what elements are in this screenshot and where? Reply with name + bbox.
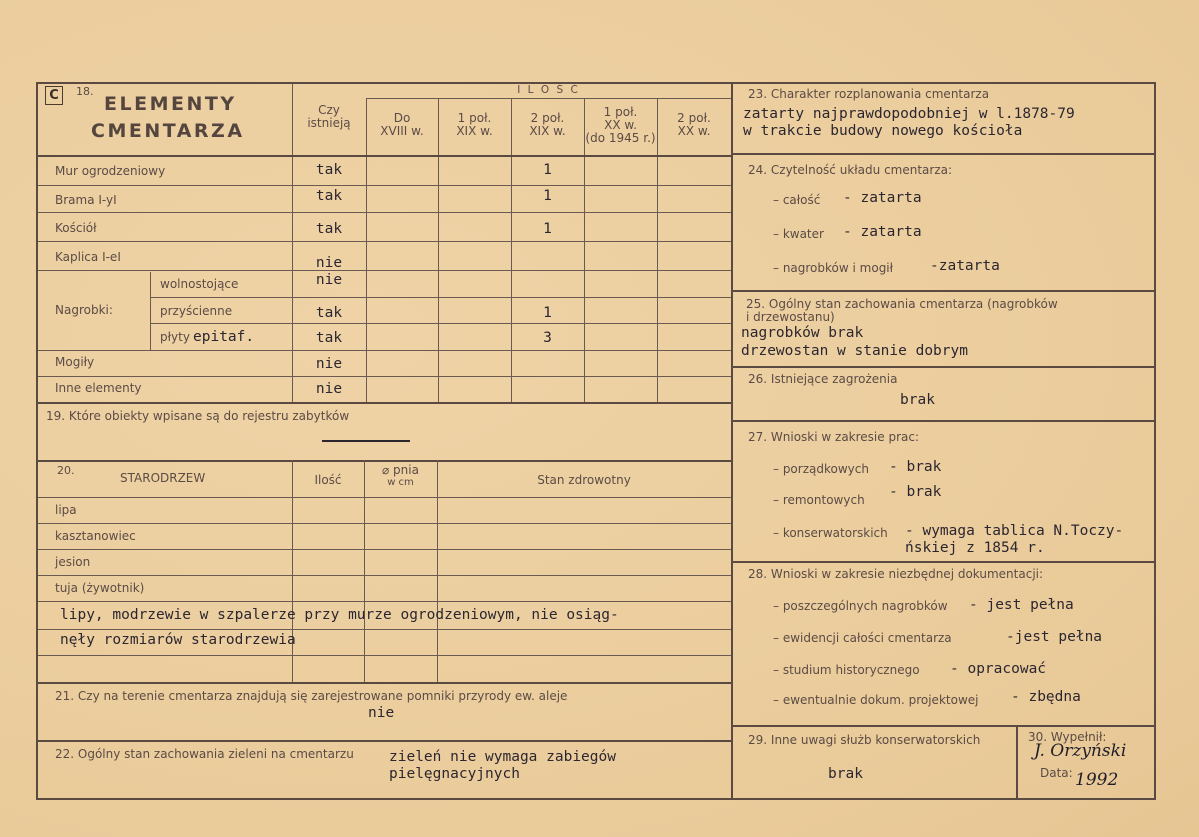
element-count: 1 [543,305,552,321]
s27-item-value: - brak [889,459,942,475]
s28-item-value: - zbędna [1011,689,1081,705]
s30-date-label: Data: [1040,766,1073,780]
element-count: 3 [543,330,552,346]
s27-item-value: - brak [889,484,942,500]
element-label: Mogiły [55,355,95,369]
s27-item-value: - wymaga tablica N.Toczy- [905,523,1124,539]
element-label: Mur ogrodzeniowy [55,164,166,178]
element-exists: tak [315,305,343,321]
element-label-typed: epitaf. [193,329,255,345]
element-label: Kościół [55,221,97,235]
element-count: 1 [543,221,552,237]
s28-item-label: – poszczególnych nagrobków [773,599,948,613]
s28-item-value: - opracować [950,661,1047,677]
element-label: płyty [160,330,190,344]
tree-row-label: jesion [55,555,91,569]
s30-signature: J. Orzyński [1034,741,1127,761]
tree-row-label: tuja (żywotnik) [55,581,145,595]
s25-value-line1: nagrobków brak [741,325,864,341]
s28-item-value: -jest pełna [1006,629,1103,645]
s20-note-line1: lipy, modrzewie w szpalerze przy murze ogrodzeniowym, nie osiąg- [60,607,619,623]
s24-item-label: – kwater [773,227,824,241]
s20-col-ilosc: Ilość [314,473,342,487]
element-label: wolnostojące [160,277,239,291]
s19-label: 19. Które obiekty wpisane są do rejestru zabytków [46,409,350,423]
section18-title-line1: ELEMENTY [104,93,237,115]
middle-divider [731,82,733,800]
s27-label: 27. Wnioski w zakresie prac: [748,430,920,444]
s30-date-value: 1992 [1075,770,1119,790]
s21-label: 21. Czy na terenie cmentarza znajdują się zarejestrowane pomniki przyrody ew. aleje [55,689,568,703]
tree-row-label: kasztanowiec [55,529,136,543]
s26-label: 26. Istniejące zagrożenia [748,372,898,386]
s21-value: nie [368,705,395,721]
s29-value: brak [828,766,863,782]
czy-istnieja-header: Czy istnieją [307,103,351,131]
section-box-letter: C [45,86,63,105]
s28-item-value: - jest pełna [969,597,1074,613]
period-header-1: Do XVIII w. [380,111,424,139]
element-exists: nie [315,255,343,271]
s24-item-value: - zatarta [843,224,922,240]
s22-label: 22. Ogólny stan zachowania zieleni na cmentarzu [55,747,354,761]
s20-number: 20. [57,464,75,477]
s26-value: brak [900,392,935,408]
element-exists: tak [315,162,343,178]
element-exists: tak [315,330,343,346]
element-exists: tak [315,221,343,237]
period-header-3: 2 poł. XIX w. [529,111,566,139]
element-count: 1 [543,162,552,178]
s28-item-label: – studium historycznego [773,663,920,677]
s24-item-value: - zatarta [843,190,922,206]
tree-row-label: lipa [55,503,77,517]
period-header-4: 1 poł. XX w. (do 1945 r.) [585,105,656,146]
s22-value-line1: zieleń nie wymaga zabiegów [389,749,616,765]
s27-item-label: – remontowych [773,493,865,507]
s27-item-label: – porządkowych [773,462,869,476]
s23-value-line1: zatarty najprawdopodobniej w l.1878-79 [743,106,1075,122]
element-exists: nie [315,356,343,372]
element-exists: tak [315,188,343,204]
s28-item-label: – ewentualnie dokum. projektowej [773,693,979,707]
element-label: Brama I-yI [55,193,117,207]
s20-header: STARODRZEW [120,471,206,485]
s30-label: 30. Wypełnił: [1028,730,1107,744]
s20-col-pnia: ⌀ pnia w cm [382,463,419,489]
nagrobki-label: Nagrobki: [55,303,113,317]
element-exists: nie [315,272,343,288]
s24-label: 24. Czytelność układu cmentarza: [748,163,953,177]
section18-number: 18. [76,85,94,98]
element-count: 1 [543,188,552,204]
s28-item-label: – ewidencji całości cmentarza [773,631,952,645]
ilosc-header: I L O Ś Ć [517,84,580,96]
s24-item-value: -zatarta [930,258,1000,274]
s20-col-stan: Stan zdrowotny [537,473,631,487]
section18-title-line2: CMENTARZA [91,120,245,142]
s29-label: 29. Inne uwagi służb konserwatorskich [748,733,981,747]
element-label: Kaplica I-eI [55,250,121,264]
period-header-2: 1 poł. XIX w. [456,111,493,139]
s24-item-label: – nagrobków i mogił [773,261,894,275]
element-exists: nie [315,381,343,397]
s28-label: 28. Wnioski w zakresie niezbędnej dokumentacji: [748,567,1044,581]
s20-note-line2: nęły rozmiarów starodrzewia [60,632,296,648]
s25-value-line2: drzewostan w stanie dobrym [741,343,968,359]
s27-item-label: – konserwatorskich [773,526,888,540]
s27-item-value-cont: ńskiej z 1854 r. [905,540,1045,556]
s23-label: 23. Charakter rozplanowania cmentarza [748,87,990,101]
element-label: Inne elementy [55,381,142,395]
s19-blank-line [322,440,410,442]
element-label: przyścienne [160,304,233,318]
s22-value-line2: pielęgnacyjnych [389,766,520,782]
s23-value-line2: w trakcie budowy nowego kościoła [743,123,1023,139]
s24-item-label: – całość [773,193,821,207]
s25-label-line2: i drzewostanu) [746,310,835,324]
s25-label-line1: 25. Ogólny stan zachowania cmentarza (nagrobków [746,297,1058,311]
period-header-5: 2 poł. XX w. [677,111,711,139]
